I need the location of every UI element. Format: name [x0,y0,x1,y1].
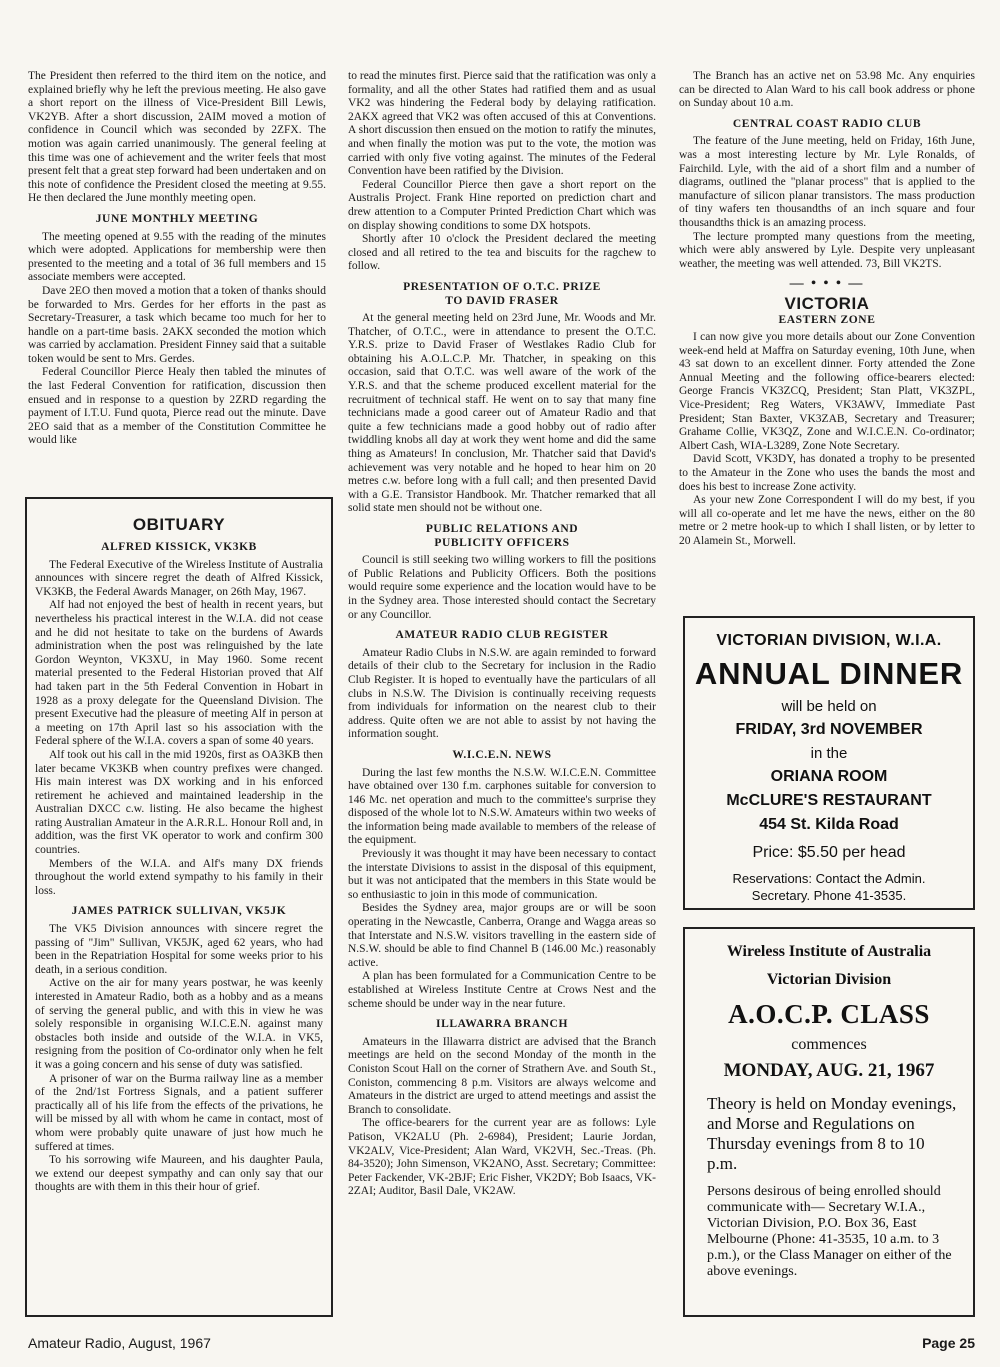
paragraph: The President then referred to the third item on the notice, and explained briefly why he left the previous meeting. He also gave a short report on the illness of Vice-President Bill Lewis, VK2YB. After a short discussion, 2AIM moved a motion of confidence in Council which was seconded by 2ZFX. The motion was again carried unanimously. The general feeling at this time was one of achievement and the writer feels that most present felt that a great step forward had been undertaken and on this note of confidence the President closed the meeting at 9.55. He then declared the June monthly meeting open. [28,70,326,205]
column-1 [28,70,326,448]
paragraph: The lecture prompted many questions from the meeting, which were ably answered by Lyle. Despite very unpleasant weather, the meeting was well attended. 73, Bill VK2TS. [679,230,975,270]
section-heading: TO DAVID FRASER [445,294,559,307]
paragraph: Members of the W.I.A. and Alf's many DX friends throughout the world extend sympathy to his family in their loss. [35,857,323,897]
ad-contact: Persons desirous of being enrolled should communicate with— Secretary W.I.A., Victorian Division, P.O. Box 36, East Melbourne (Phone: 41-3535, 10 a.m. to 3 p.m.), or the Class Manager on either of the above evenings. [707,1184,952,1279]
ad-schedule: Theory is held on Monday evenings, and Morse and Regulations on Thursday evenings from 8 to 10 p.m. [707,1094,957,1173]
paragraph: The meeting opened at 9.55 with the reading of the minutes which were adopted. Applications for membership were then presented to the meeting and a total of 36 full members and 15 associate members were accepted. [28,230,326,284]
obituary-title: OBITUARY [132,515,226,534]
section-heading: AMATEUR RADIO CLUB REGISTER [395,629,609,642]
paragraph: At the general meeting held on 23rd June, Mr. Woods and Mr. Thatcher, of O.T.C., were in attendance to present the O.T.C. Y.R.S. prize to David Fraser of Westlakes Radio Club for obtaining his A.O.L.C.P. Mr. Thatcher, in speaking on this occasion, said that O.T.C. was well aware of the work of the Y.R.S. and that the scheme produced excellent material for the recruitment of technical staff. He went on to say that many fine technicians made a good career out of Amateur Radio and that quite a few technicians made a good hobby out of radio after twiddling knobs all day at work they went home and did the same thing as Amateurs! In conclusion, Mr. Thatcher said that David's achievement was very notable and he hoped to hear him on 20 metres c.w. before long with a full call; and then presented David with a G.E. Transistor Handbook. Mr. Thatcher remarked that all solid state men should not be without one. [348,312,656,515]
section-heading: PUBLIC RELATIONS AND [425,523,579,535]
section-heading: PUBLICITY OFFICERS [434,536,570,549]
ad-heading: VICTORIAN DIVISION, W.I.A. [716,632,942,649]
ad-address: 454 St. Kilda Road [759,816,899,833]
paragraph: A plan has been formulated for a Communication Centre to be established at Wireless Institute Centre at Crows Nest and the scheme should be under way in the near future. [348,970,656,1010]
paragraph: Amateurs in the Illawarra district are advised that the Branch meetings are held on the second Monday of the month in the Coniston Scout Hall on the corner of Strathern Ave. and South St., Coniston, commencing 8 p.m. Visitors are always welcome and Amateurs in the district are urged to attend meetings and assist the Branch to consolidate. [348,1035,656,1116]
section-heading: PRESENTATION OF O.T.C. PRIZE [403,280,601,293]
annual-dinner-ad [683,616,975,910]
paragraph: Federal Councillor Pierce then gave a short report on the Australis Project. Frank Hine reported on prediction chart and drew attention to a Computer Printed Prediction Chart which was on display showing conditions to some DX hotspots. [348,178,656,232]
footer-page-number: Page 25 [922,1335,975,1351]
section-heading: CENTRAL COAST RADIO CLUB [732,117,922,130]
paragraph: To his sorrowing wife Maureen, and his daughter Paula, we extend our deepest sympathy and can only say that our thoughts are with them in this their hour of grief. [35,1154,323,1194]
paragraph: The feature of the June meeting, held on Friday, 16th June, was a most interesting lecture by Mr. Lyle Ronalds, of Fairchild. Lyle, with the aid of a short film and a number of diagrams, outlined the "planar process" that is applied to the manufacture of silicon planar transistors. The mass production of tiny wafers ten thousandths of an inch square and four thousandths thick is an amazing process. [679,135,975,229]
ad-line: commences [791,1036,867,1053]
ad-date: FRIDAY, 3rd NOVEMBER [735,721,923,738]
paragraph: I can now give you more details about our Zone Convention week-end held at Maffra on Saturday evening, 10th June, when 43 sat down to an excellent dinner. Forty attended the Zone Annual Meeting and the following office-bearers elected: George Francis VK3ZCQ, President; Stan Platt, VK3ZPL, Vice-President; Reg Waters, VK3AWV, Immediate Past President; Stan Baxter, VK3ZAB, Secretary and Treasurer; Grahame Collie, VK3QZ, Zone and W.I.C.E.N. Co-ordinator; Albert Cash, WIA-L3289, Zone Note Secretary. [679,331,975,452]
column-3 [679,70,975,549]
ad-price: Price: $5.50 per head [752,844,906,861]
paragraph: Previously it was thought it may have been necessary to contact the interstate Divisions to assist in the disposal of this equipment, but it was not anticipated that the members in this State would be so enthusiastic to join in this mode of communication. [348,848,656,901]
section-heading: JUNE MONTHLY MEETING [95,212,259,225]
ad-line: will be held on [781,698,877,715]
section-divider: — • • • — [789,276,865,292]
paragraph: As your new Zone Correspondent I will do my best, if you will all co-operate and let me have the news, either on the 80 metre or 2 metre hook-up to which I shall listen, or by letter to 20 Alamein St., Morwell. [679,494,975,547]
paragraph: The VK5 Division announces with sincere regret the passing of "Jim" Sullivan, VK5JK, aged 62 years, who had been in the Repatriation Hospital for some weeks prior to his death, in a serious condition. [35,923,323,976]
column-2 [348,70,656,1199]
paragraph: A prisoner of war on the Burma railway line as a member of the 2nd/1st Fortress Signals, and a patient sufferer practically all of his life from the effects of the privations, he will be missed by all with whom he came in contact, most of whom were probably quite unaware of just how much he suffered at times. [35,1072,323,1153]
paragraph: Alf had not enjoyed the best of health in recent years, but nevertheless his practical interest in the W.I.A. did not cease and he did not hesitate to take on the burdens of Awards administration when the post was relinguished by the late Gordon Weynton, VK3XU, in May 1960. Some recent material presented to the Federal Historian proved that Alf had taken part in the 5th Federal Convention in Hobart in 1928 as a proxy delegate for the Queensland Division. The present Executive had the pleasure of meeting Alf in person at a meeting on 17th April last so his association with the Federal sphere of the W.I.A. covers a span of some 40 years. [35,599,323,748]
paragraph: Shortly after 10 o'clock the President declared the meeting closed and all retired to the tea and biscuits for the ragchew to follow. [348,233,656,273]
ad-line: in the [810,745,848,762]
ad-reservations: Reservations: Contact the Admin. Secretary. Phone 41-3535. [732,871,926,903]
paragraph: Federal Councillor Pierce Healy then tabled the minutes of the last Federal Convention for ratification, discussion then ensued and in response to a question by 2ZRD regarding the payment of I.T.U. Fund quota, Pierce read out the minute. Dave 2EO said that as a member of the Constitution Committee he would like [28,366,326,447]
paragraph: Besides the Sydney area, major groups are or will be soon operating in the Newcastle, Canberra, Orange and Wagga areas so that Interstate and N.S.W. visitors travelling in the eastern side of N.S.W. should be able to find Channel B (146.00 Mc.) reasonably active. [348,902,656,969]
section-heading: JAMES PATRICK SULLIVAN, VK5JK [71,905,287,918]
paragraph: Active on the air for many years postwar, he was keenly interested in Amateur Radio, both as a hobby and as a means of serving the general public, and with this in view he was solely responsible in organising W.I.C.E.N. against many obstacles both inside and outside of the W.I.A. in VK5, resigning from the position of Co-ordinator only when he felt it was a going concern and his sense of duty was satisfied. [35,977,323,1071]
paragraph: Amateur Radio Clubs in N.S.W. are again reminded to forward details of their club to the Secretary for inclusion in the Radio Club Register. It is hoped to eventually have the particulars of all clubs in N.S.W. The Division is continually receiving requests from individuals for information on the nearest club to their address. Quite often we are not able to assist by not having the information sought. [348,646,656,741]
ad-title: A.O.C.P. CLASS [728,999,930,1029]
paragraph: Alf took out his call in the mid 1920s, first as OA3KB then later became VK3KB when country prefixes were changed. His main interest was DX working and in his enforced retirement he achieved and maintained leadership in the Australian DXCC c.w. listing. He also became the highest rating Australian Amateur in the A.R.R.L. Honour Roll and, in addition, was the first VK operator to work and confirm 300 countries. [35,748,323,857]
paragraph: Council is still seeking two willing workers to fill the positions of Public Relations and Publicity Officers. Both the positions would require some experience and the location would have to be in the Sydney area. Those interested should contact the Secretary or any Councillor. [348,554,656,621]
paragraph: The office-bearers for the current year are as follows: Lyle Patison, VK2ALU (Ph. 2-6984), President; Laurie Jordan, VK2ALV, Vice-President; Alan Ward, VK2VH, Sec.-Treas. (Ph. 84-3520); John Simenson, VK2ANO, Asst. Secretary; Committee: Peter Fackender, VK-2BJF; Eric Fisher, VK2DY; Bob Isaacs, VK-2ZAI; Auditor, Basil Dale, VK2AW. [348,1117,656,1198]
paragraph: The Federal Executive of the Wireless Institute of Australia announces with sincere regret the death of Alfred Kissick, VK3KB, the Federal Awards Manager, on 26th May, 1967. [35,558,323,598]
footer-publication: Amateur Radio, August, 1967 [28,1335,211,1351]
ad-heading: Wireless Institute of Australia [726,943,932,960]
ad-title: ANNUAL DINNER [694,656,964,691]
obituary-box [25,497,333,1317]
section-heading: EASTERN ZONE [778,313,876,326]
ad-venue: ORIANA ROOM [770,768,888,785]
state-heading: VICTORIA [784,293,870,313]
paragraph: to read the minutes first. Pierce said that the ratification was only a formality, and all the other States had ratified them and as usual VK2 was hindering the Federal body by delaying ratification. 2AKX agreed that VK2 was often accused of this at Conventions. A short discussion then ensued on the motion to ratify the minutes, and when finally the motion was put to the vote, the motion was carried with only five voting against. The minutes of the Federal Convention have been ratified by the Division. [348,70,656,178]
section-heading: ALFRED KISSICK, VK3KB [101,541,257,553]
ad-subheading: Victorian Division [766,971,892,988]
paragraph: During the last few months the N.S.W. W.I.C.E.N. Committee have obtained over 130 f.m. carphones suitable for conversion to 146 Mc. net operation and much to the committee's surprise they disposed of the whole lot to N.S.W. Amateurs within two weeks of the information being made available to members of the release of the equipment. [348,766,656,847]
section-heading: W.I.C.E.N. NEWS [452,748,552,761]
paragraph: Dave 2EO then moved a motion that a token of thanks should be forwarded to Mrs. Gerdes for her efforts in the past as Secretary-Treasurer, a task which became too much for her to handle on a part-time basis. 2AKX seconded the motion which was carried by acclamation. President Finney said that a suitable token would be sent to Mrs. Gerdes. [28,284,326,365]
aocp-class-ad [683,927,975,1317]
paragraph: David Scott, VK3DY, has donated a trophy to be presented to the Amateur in the Zone who uses the bands the most and does his best to increase Zone activity. [679,453,975,493]
paragraph: The Branch has an active net on 53.98 Mc. Any enquiries can be directed to Alan Ward to his call book address or phone on Sunday about 10 a.m. [679,70,975,110]
ad-venue: McCLURE'S RESTAURANT [726,792,932,809]
ad-date: MONDAY, AUG. 21, 1967 [723,1060,935,1081]
section-heading: ILLAWARRA BRANCH [436,1018,568,1031]
